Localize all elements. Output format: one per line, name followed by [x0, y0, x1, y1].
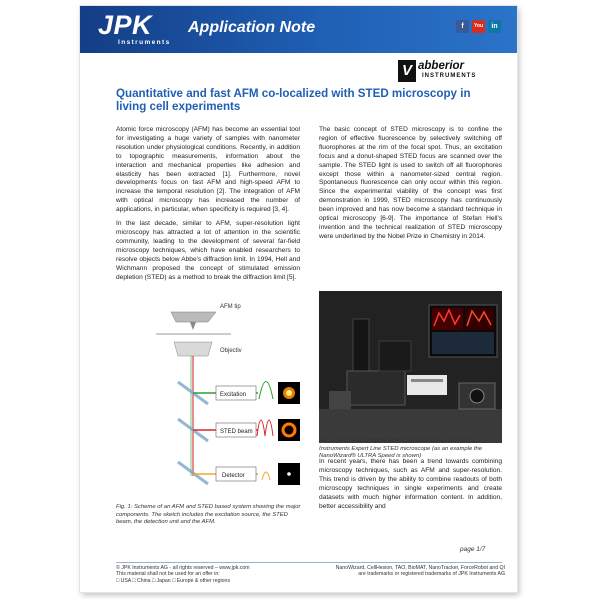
youtube-icon[interactable]: You — [472, 20, 485, 33]
application-note-label: Application Note — [188, 19, 316, 36]
paragraph: Atomic force microscopy (AFM) has become an essential tool for investigating a huge variety of samples with nanometer resolution under physiological conditions. Recently, in addition to topographic measurements, information about the interaction and mechanical properties like adhesion and elasticity has been extracted [1]. Furthermore, novel developments focus on fast AFM and high-speed AFM to increase the temporal resolution [2]. The integration of AFM with optical microscopy has increased the number of applications, in particular, when specificity is required [3, 4]. — [116, 126, 300, 214]
paragraph: In the last decade, similar to AFM, super-resolution light microscopy has attracted a lot of attention in the scientific community, leading to the development of several far-field microscopy techniques, which have enabled researchers to resolve objects below Abbe's diffraction limit. In 1994, Hell and Wichmann proposed the concept of stimulated emission depletion (STED) as a method to break the diffraction limit [5]. — [116, 220, 300, 281]
afm-tip-shape — [190, 322, 196, 330]
jpk-logo-subtitle: Instruments — [118, 39, 171, 46]
column-left — [116, 126, 300, 287]
footer-trademarks-2: are trademarks or registered trademarks of JPK Instruments AG — [358, 571, 505, 578]
jpk-logo: JPK — [98, 10, 153, 40]
detector-label: Detector — [222, 473, 245, 479]
footer-regions: □ USA □ China □ Japan □ Europe & other regions — [116, 577, 231, 584]
objective-label: Objectiv — [220, 348, 242, 354]
paragraph: In recent years, there has been a trend towards combining microscopy techniques, such as AFM and super-resolution. This trend is driven by the ability to combine readouts of both microscopy techniques in single experiments and create datasets with much higher information content. In addition, better accessibility and — [319, 458, 502, 510]
sted-beam-label: STED beam — [220, 429, 253, 435]
footer-offer-note: This material shall not be used for an offer in: — [116, 571, 220, 578]
excitation-profile — [259, 382, 273, 400]
document-page — [80, 6, 517, 592]
footer-divider — [116, 562, 502, 563]
paragraph: The basic concept of STED microscopy is to confine the region of effective fluorescence by selectively switching off fluorophores at the rim of the focal spot. Thus, an excitation focus and a donut-shaped STED focus are scanned over the sample. The STED light is used to switch off all fluorophores except those within a nanometer-sized central region. Spontaneous fluorescence can only occur within this region. Since the experimental viability of the concept was first demonstration in 1999, STED microscopy has continuously been improved and has now become a standard technique in optical microscopy [6-9]. The importance of Stefan Hell's invention and the technical realization of STED microscopy were underlined by the Nobel Prize in Chemistry in 2014. — [319, 126, 502, 240]
fig1-diagram — [116, 294, 302, 502]
sted-profile — [257, 420, 273, 436]
header-banner — [80, 6, 517, 53]
abberior-mark-icon: V — [398, 60, 416, 82]
abberior-subtitle: INSTRUMENTS — [422, 73, 477, 79]
objective-lens — [174, 342, 212, 356]
afm-tip-label: AFM tip — [220, 304, 241, 310]
detector-profile — [262, 472, 270, 480]
abberior-name: abberior — [418, 60, 465, 72]
column-right-continued — [319, 458, 502, 516]
excitation-label: Excitation — [220, 392, 247, 398]
fig1-caption: Fig. 1: Scheme of an AFM and STED based system showing the major components. The sketch includes the excitation source, the STED beam, the detection unit and the AFM. — [116, 504, 301, 526]
footer-left — [116, 565, 316, 584]
footer-copyright: © JPK Instruments AG - all rights reserved – www.jpk.com — [116, 565, 250, 571]
facebook-icon[interactable]: f — [456, 20, 469, 33]
page-number: page 1/7 — [460, 546, 486, 553]
linkedin-icon[interactable]: in — [488, 20, 501, 33]
column-right — [319, 126, 502, 247]
sted-donut-image — [278, 419, 300, 441]
abberior-logo — [398, 60, 500, 84]
fig2-caption: Fig. 2: JPK NanoWizard® AFM integrated into an Abberior Instruments Expert Line STED microscope (as an example the NanoWizard® ULTRA Speed is shown) — [319, 438, 483, 460]
afm-cantilever — [171, 312, 216, 322]
page-title: Quantitative and fast AFM co-localized with STED microscopy in living cell experiments — [116, 87, 471, 113]
footer-trademarks-1: NanoWizard, CellHesion, TAO, BioMAT, NanoTracker, ForceRobot and QI — [335, 565, 505, 571]
footer-right — [330, 565, 505, 578]
fig2-photo — [319, 291, 502, 443]
